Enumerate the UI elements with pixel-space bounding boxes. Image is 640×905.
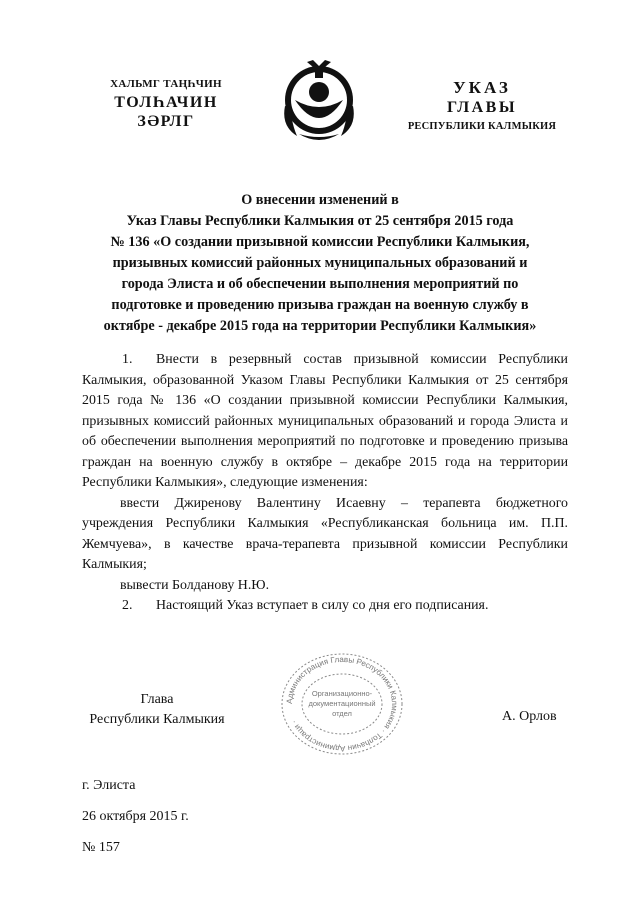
header-russian-line-1: УКАЗ bbox=[453, 78, 511, 97]
title-line: О внесении изменений в bbox=[241, 192, 399, 208]
signatory-title bbox=[82, 690, 232, 730]
paragraph-remove: вывести Болданову Н.Ю. bbox=[120, 577, 270, 593]
title-line: подготовке и проведению призыва граждан на военную службу в bbox=[111, 297, 529, 313]
header-kalmyk bbox=[96, 78, 236, 132]
official-stamp-icon bbox=[276, 652, 408, 756]
stamp-center-line: отдел bbox=[332, 709, 352, 718]
decree-body bbox=[82, 350, 568, 617]
title-line: города Элиста и об обеспечении выполнения мероприятий по bbox=[121, 276, 519, 292]
header-kalmyk-line-2: ТОЛҺАЧИН bbox=[114, 94, 218, 112]
header-kalmyk-line-1: ХАЛЬМГ ТАҢҺЧИН bbox=[110, 78, 222, 90]
stamp-center-line: документационный bbox=[308, 699, 376, 708]
paragraph-2-number: 2. bbox=[122, 598, 133, 613]
title-line: № 136 «О создании призывной комиссии Республики Калмыкия, bbox=[110, 234, 530, 250]
decree-number: № 157 bbox=[82, 840, 120, 855]
header-russian-line-2: ГЛАВЫ bbox=[446, 99, 518, 117]
header-russian bbox=[398, 78, 566, 133]
title-line: октябре - декабре 2015 года на территории Республики Калмыкия» bbox=[103, 318, 537, 334]
title-line: Указ Главы Республики Калмыкия от 25 сентября 2015 года bbox=[126, 213, 514, 229]
header-kalmyk-line-3: ЗӘРЛГ bbox=[137, 113, 195, 131]
stamp-center-line: Организационно- bbox=[311, 689, 373, 698]
kalmykia-emblem-icon bbox=[277, 56, 361, 144]
stamp-ring-text: Администрация Главы Республики Калмыкия · Толһачин Администраци · bbox=[284, 654, 400, 754]
paragraph-1 bbox=[82, 350, 568, 494]
title-line: призывных комиссий районных муниципальных образований и bbox=[112, 255, 528, 271]
issue-date: 26 октября 2015 г. bbox=[82, 809, 189, 824]
decree-title bbox=[80, 190, 560, 337]
signatory-title-line: Республики Калмыкия bbox=[89, 712, 225, 727]
header-russian-line-3: РЕСПУБЛИКИ КАЛМЫКИЯ bbox=[407, 120, 557, 132]
paragraph-2 bbox=[82, 596, 568, 617]
issue-city: г. Элиста bbox=[82, 778, 136, 793]
signatory-name: А. Орлов bbox=[502, 709, 557, 724]
paragraph-add: ввести Джиренову Валентину Исаевну – терапевта бюджетного учреждения Республики Калмыкия «Республиканская больница им. П.П. Жемчуева», в качестве врача-терапевта призывной комиссии Республики Калмыкия; bbox=[82, 495, 568, 572]
paragraph-2-text: Настоящий Указ вступает в силу со дня его подписания. bbox=[156, 598, 489, 613]
paragraph-1-text: Внести в резервный состав призывной комиссии Республики Калмыкия, образованной Указом Главы Республики Калмыкия от 25 сентября 2015 года № 136 «О создании призывной комиссии Республики Калмыкия, призывных комиссий районных муниципальных образований и города Элиста и об обеспечении выполнения мероприятий по подготовке и проведению призыва граждан на военную службу в октябре – декабре 2015 года на территории Республики Калмыкия», следующие изменения: bbox=[82, 352, 568, 490]
signatory-title-line: Глава bbox=[140, 692, 174, 707]
paragraph-1-number: 1. bbox=[122, 352, 133, 367]
